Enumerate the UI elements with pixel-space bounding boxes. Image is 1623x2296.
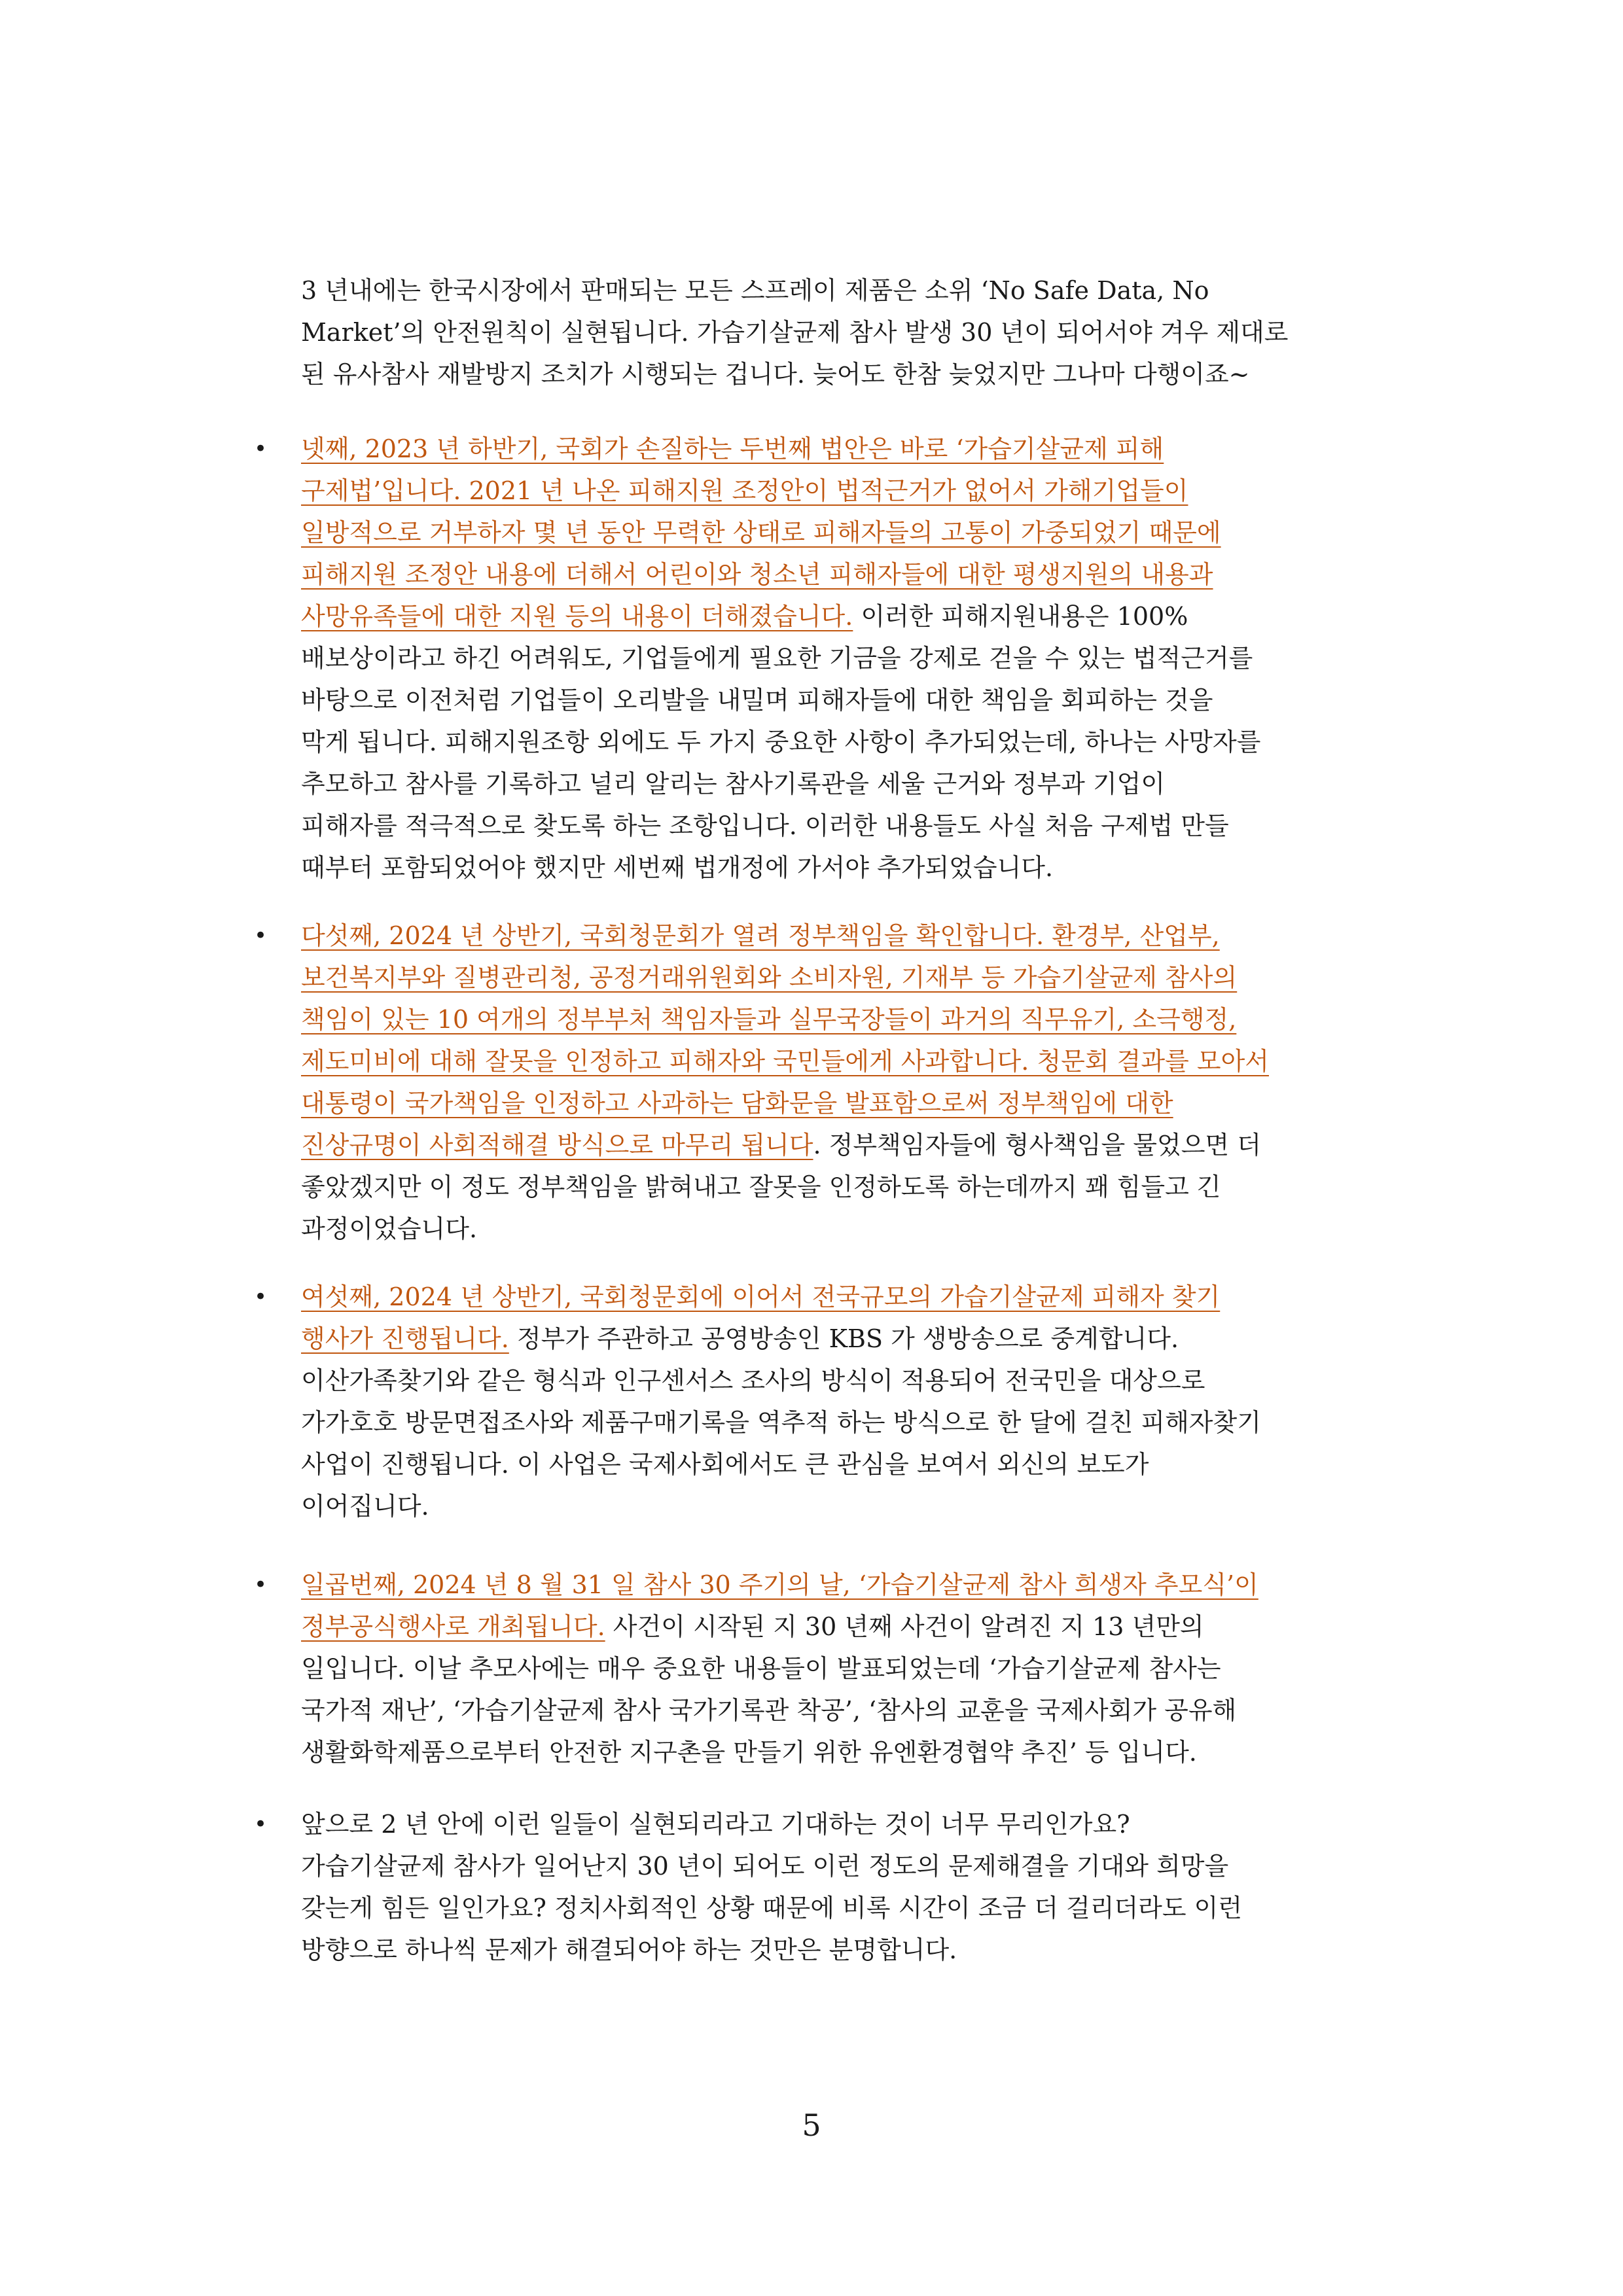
highlighted-text: 행사가 진행됩니다.	[301, 1324, 509, 1353]
plain-text: 정부가 주관하고 공영방송인 KBS 가 생방송으로 중계합니다.	[508, 1324, 1179, 1353]
plain-text: . 정부책임자들에 형사책임을 물었으면 더	[813, 1131, 1261, 1159]
paragraph-line	[301, 1845, 1414, 1887]
paragraph-line	[301, 1731, 1414, 1773]
paragraph-line	[301, 915, 1414, 957]
plain-text: 가습기살균제 참사가 일어난지 30 년이 되어도 이런 정도의 문제해결을 기대와 희망을	[301, 1852, 1229, 1881]
intro-paragraph	[301, 270, 1414, 395]
paragraph-line	[301, 763, 1414, 805]
bullet-paragraph-closing	[301, 1803, 1414, 1971]
paragraph-line	[301, 1082, 1414, 1124]
bullet-marker: •	[254, 1811, 268, 1837]
paragraph-line	[301, 637, 1414, 679]
highlighted-text: 대통령이 국가책임을 인정하고 사과하는 담화문을 발표함으로써 정부책임에 대한	[301, 1089, 1173, 1118]
paragraph-line	[301, 554, 1414, 595]
highlighted-text: 다섯째, 2024 년 상반기, 국회청문회가 열려 정부책임을 확인합니다. 환경부, 산업부,	[301, 921, 1220, 950]
bullet-marker: •	[254, 436, 268, 462]
paragraph-line: 된 유사참사 재발방지 조치가 시행되는 겁니다. 늦어도 한참 늦었지만 그나마 다행이죠~	[301, 360, 1250, 389]
highlighted-text: 정부공식행사로 개최됩니다.	[301, 1612, 605, 1641]
paragraph-line	[301, 1564, 1414, 1606]
paragraph-line	[301, 1318, 1414, 1360]
plain-text: 생활화학제품으로부터 안전한 지구촌을 만들기 위한 유엔환경협약 추진’ 등 입니다.	[301, 1738, 1197, 1767]
highlighted-text: 일곱번째, 2024 년 8 월 31 일 참사 30 주기의 날, ‘가습기살균제 참사 희생자 추모식’이	[301, 1570, 1258, 1599]
bullet-paragraph-fourth	[301, 428, 1414, 889]
paragraph-line	[301, 512, 1414, 554]
highlighted-text: 사망유족들에 대한 지원 등의 내용이 더해졌습니다.	[301, 602, 853, 631]
plain-text: 막게 됩니다. 피해지원조항 외에도 두 가지 중요한 사항이 추가되었는데, 하나는 사망자를	[301, 728, 1261, 756]
highlighted-text: 책임이 있는 10 여개의 정부부처 책임자들과 실무국장들이 과거의 직무유기, 소극행정,	[301, 1005, 1237, 1034]
paragraph-line	[301, 1276, 1414, 1318]
paragraph-line	[301, 721, 1414, 763]
plain-text: 이산가족찾기와 같은 형식과 인구센서스 조사의 방식이 적용되어 전국민을 대상으로	[301, 1366, 1205, 1395]
paragraph-line	[301, 1360, 1414, 1402]
paragraph-line	[301, 1443, 1414, 1485]
plain-text: 이어집니다.	[301, 1492, 429, 1521]
paragraph-line	[301, 957, 1414, 998]
page-number: 5	[802, 2108, 821, 2143]
plain-text: 과정이었습니다.	[301, 1214, 478, 1243]
plain-text: 이러한 피해지원내용은 100%	[853, 602, 1188, 631]
plain-text: 사건이 시작된 지 30 년째 사건이 알려진 지 13 년만의	[605, 1612, 1204, 1641]
paragraph-line	[301, 805, 1414, 847]
paragraph-line	[301, 1929, 1414, 1971]
plain-text: 때부터 포함되었어야 했지만 세번째 법개정에 가서야 추가되었습니다.	[301, 853, 1054, 882]
bullet-paragraph-fifth	[301, 915, 1414, 1250]
paragraph-line	[301, 679, 1414, 721]
highlighted-text: 넷째, 2023 년 하반기, 국회가 손질하는 두번째 법안은 바로 ‘가습기살균제 피해	[301, 434, 1164, 463]
highlighted-text: 피해지원 조정안 내용에 더해서 어린이와 청소년 피해자들에 대한 평생지원의 내용과	[301, 560, 1213, 589]
highlighted-text: 진상규명이 사회적해결 방식으로 마무리 됩니다	[301, 1131, 813, 1159]
plain-text: 피해자를 적극적으로 찾도록 하는 조항입니다. 이러한 내용들도 사실 처음 구제법 만들	[301, 811, 1229, 840]
highlighted-text: 여섯째, 2024 년 상반기, 국회청문회에 이어서 전국규모의 가습기살균제 피해자 찾기	[301, 1282, 1221, 1311]
paragraph-line	[301, 1402, 1414, 1443]
highlighted-text: 제도미비에 대해 잘못을 인정하고 피해자와 국민들에게 사과합니다. 청문회 결과를 모아서	[301, 1047, 1269, 1076]
paragraph-line	[301, 595, 1414, 637]
paragraph-line	[301, 1887, 1414, 1929]
bullet-paragraph-sixth	[301, 1276, 1414, 1527]
plain-text: 일입니다. 이날 추모사에는 매우 중요한 내용들이 발표되었는데 ‘가습기살균제 참사는	[301, 1654, 1221, 1683]
plain-text: 추모하고 참사를 기록하고 널리 알리는 참사기록관을 세울 근거와 정부과 기업이	[301, 769, 1166, 798]
plain-text: 갖는게 힘든 일인가요? 정치사회적인 상황 때문에 비록 시간이 조금 더 걸리더라도 이런	[301, 1894, 1243, 1922]
paragraph-line: 3 년내에는 한국시장에서 판매되는 모든 스프레이 제품은 소위 ‘No Safe Data, No	[301, 276, 1209, 305]
plain-text: 바탕으로 이전처럼 기업들이 오리발을 내밀며 피해자들에 대한 책임을 회피하는 것을	[301, 686, 1213, 715]
paragraph-line	[301, 1124, 1414, 1166]
paragraph-line	[301, 1803, 1414, 1845]
paragraph-line: Market’의 안전원칙이 실현됩니다. 가습기살균제 참사 발생 30 년이 되어서야 겨우 제대로	[301, 318, 1289, 347]
paragraph-line	[301, 1208, 1414, 1250]
bullet-marker: •	[254, 1284, 268, 1310]
plain-text: 사업이 진행됩니다. 이 사업은 국제사회에서도 큰 관심을 보여서 외신의 보도가	[301, 1450, 1149, 1479]
highlighted-text: 보건복지부와 질병관리청, 공정거래위원회와 소비자원, 기재부 등 가습기살균제 참사의	[301, 963, 1238, 992]
paragraph-line	[301, 470, 1414, 512]
highlighted-text: 구제법’입니다. 2021 년 나온 피해지원 조정안이 법적근거가 없어서 가해기업들이	[301, 476, 1188, 505]
plain-text: 방향으로 하나씩 문제가 해결되어야 하는 것만은 분명합니다.	[301, 1935, 957, 1964]
plain-text: 국가적 재난’, ‘가습기살균제 참사 국가기록관 착공’, ‘참사의 교훈을 국제사회가 공유해	[301, 1696, 1237, 1725]
paragraph-line	[301, 1689, 1414, 1731]
plain-text: 배보상이라고 하긴 어려워도, 기업들에게 필요한 기금을 강제로 걷을 수 있는 법적근거를	[301, 644, 1253, 673]
bullet-paragraph-seventh	[301, 1564, 1414, 1773]
paragraph-line	[301, 1485, 1414, 1527]
paragraph-line	[301, 428, 1414, 470]
plain-text: 좋았겠지만 이 정도 정부책임을 밝혀내고 잘못을 인정하도록 하는데까지 꽤 힘들고 긴	[301, 1173, 1221, 1201]
paragraph-line	[301, 1040, 1414, 1082]
plain-text: 가가호호 방문면접조사와 제품구매기록을 역추적 하는 방식으로 한 달에 걸친 피해자찾기	[301, 1408, 1261, 1437]
paragraph-line	[301, 1166, 1414, 1208]
paragraph-line	[301, 998, 1414, 1040]
paragraph-line	[301, 847, 1414, 889]
bullet-marker: •	[254, 1572, 268, 1598]
highlighted-text: 일방적으로 거부하자 몇 년 동안 무력한 상태로 피해자들의 고통이 가중되었기 때문에	[301, 518, 1221, 547]
paragraph-line	[301, 1648, 1414, 1689]
bullet-marker: •	[254, 923, 268, 949]
paragraph-line	[301, 1606, 1414, 1648]
plain-text: 앞으로 2 년 안에 이런 일들이 실현되리라고 기대하는 것이 너무 무리인가요?	[301, 1810, 1130, 1839]
